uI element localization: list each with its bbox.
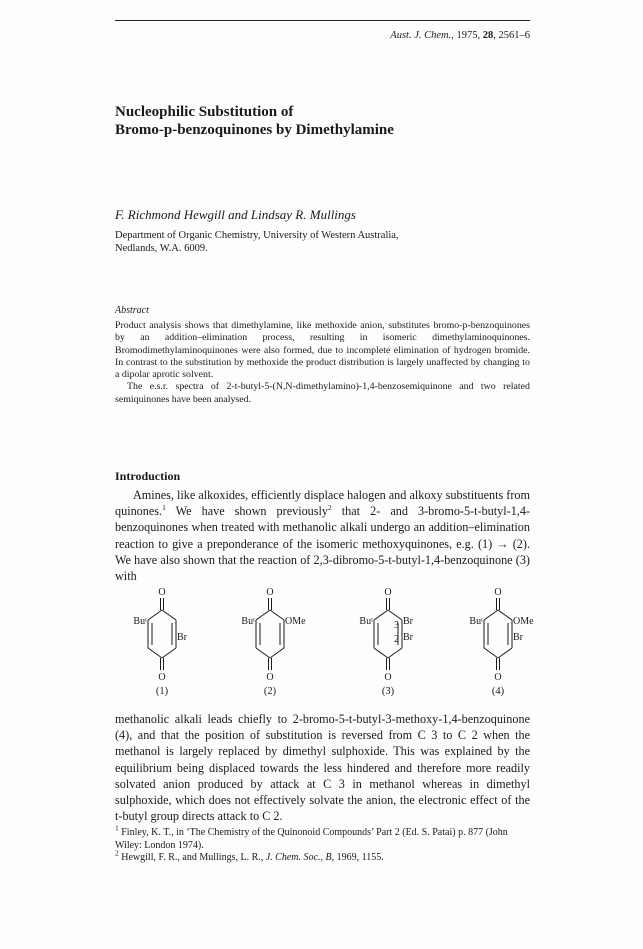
ring-bond	[148, 648, 162, 658]
ring-bond	[148, 610, 162, 620]
footnote-2-mark: 2	[115, 848, 119, 858]
ring-position-label: 2	[394, 634, 399, 645]
title-line-1: Nucleophilic Substitution of	[115, 104, 294, 120]
footnote-1-mark: 1	[115, 823, 119, 833]
journal-name: Aust. J. Chem.	[390, 30, 452, 41]
ring-bond	[498, 610, 512, 620]
ring-bond	[374, 648, 388, 658]
substituent-label: OMe	[513, 616, 534, 627]
ring-bond	[498, 648, 512, 658]
footnote-2	[115, 848, 530, 865]
ring-bond	[162, 610, 176, 620]
title-line-2: Bromo-p-benzoquinones by Dimethylamine	[115, 122, 394, 138]
ring-position-label: 3	[394, 620, 399, 631]
ring-bond	[388, 610, 402, 620]
compound-number: (3)	[381, 686, 395, 697]
substituent-label: OMe	[285, 616, 306, 627]
structures-svg	[133, 582, 580, 702]
abstract-body	[115, 320, 530, 406]
intro-p2-text: methanolic alkali leads chiefly to 2-bromo-5-t-butyl-3-methoxy-1,4-benzoquinone (4), and that the position of substitution is reversed from C 3 to C 2 when the methanol is largely replaced by dimethyl sulphoxide. This was explained by the equilibrium being displaced towards the less hindered and therefore more readily solvated anion produced by attack at C 3 in methanol whereas in dimethyl sulphoxide, which does not effectively solvate the anion, the electronic effect of the t-butyl group directs attack to C 2.	[115, 712, 530, 824]
compound-number: (1)	[155, 686, 169, 697]
abstract-heading: Abstract	[115, 305, 149, 316]
footnote-1-text: Finley, K. T., in ‘The Chemistry of the Quinonoid Compounds’ Part 2 (Ed. S. Patai) p. 877 (John Wiley: London 1974).	[115, 827, 508, 851]
footnote-2-text-a: Hewgill, F. R., and Mullings, L. R.,	[118, 852, 266, 863]
substituent-label: Buᵗ	[241, 616, 255, 627]
footnote-ref-1: 1	[162, 503, 166, 513]
carbonyl-oxygen-label: O	[494, 587, 502, 598]
substituent-label: Buᵗ	[133, 616, 147, 627]
footnotes	[115, 823, 530, 865]
article-title	[115, 103, 394, 139]
ring-bond	[256, 648, 270, 658]
abstract-paragraph-1: Product analysis shows that dimethylamine, like methoxide anion, substitutes bromo-p-benzoquinones by an addition–elimination process, resulting in isomeric dimethylaminoquinones. Bromodimethylaminoquinones were also formed, due to incomplete elimination of hydrogen bromide. In contrast to the substitution by methoxide the product distribution is largely unaffected by changing to a dipolar aprotic solvent.	[115, 320, 530, 381]
structure-figure	[133, 582, 580, 702]
footnote-ref-2: 2	[328, 503, 332, 513]
ring-bond	[270, 610, 284, 620]
author-affiliation	[115, 229, 399, 255]
carbonyl-oxygen-label: O	[158, 587, 166, 598]
substituent-label: Br	[177, 632, 187, 643]
carbonyl-oxygen-label: O	[494, 672, 502, 683]
intro-p1-part-b: We have shown previously	[165, 504, 328, 519]
affiliation-line-1: Department of Organic Chemistry, University of Western Australia,	[115, 230, 399, 241]
introduction-paragraph-2	[115, 711, 530, 824]
intro-p1-part-c: that 2- and 3-bromo-5-t-butyl-1,4-benzoquinones when treated with methanolic alkali undergo an addition–elimination reaction to give a preponderance of the isomeric methoxyquinones, e.g. (1) → (2). We have also shown that the reaction of 2,3-dibromo-5-t-butyl-1,4-benzoquinone (3) with	[115, 504, 530, 584]
ring-bond	[374, 610, 388, 620]
ring-bond	[256, 610, 270, 620]
carbonyl-oxygen-label: O	[384, 587, 392, 598]
ring-bond	[162, 648, 176, 658]
compound-number: (4)	[491, 686, 505, 697]
footnote-2-journal: J. Chem. Soc., B	[265, 852, 332, 863]
article-authors: F. Richmond Hewgill and Lindsay R. Mullings	[115, 207, 356, 222]
carbonyl-oxygen-label: O	[266, 587, 274, 598]
ring-bond	[484, 648, 498, 658]
intro-p1-part-a: Amines, like alkoxides, efficiently displace halogen and alkoxy substituents from quinones.	[115, 488, 530, 519]
footnote-2-text-b: , 1969, 1155.	[331, 852, 384, 863]
journal-pages: , 2561–6	[493, 30, 530, 41]
substituent-label: Br	[513, 632, 523, 643]
carbonyl-oxygen-label: O	[266, 672, 274, 683]
ring-bond	[484, 610, 498, 620]
substituent-label: Buᵗ	[359, 616, 373, 627]
header-rule	[115, 20, 530, 21]
introduction-heading: Introduction	[115, 469, 181, 483]
affiliation-line-2: Nedlands, W.A. 6009.	[115, 243, 208, 254]
introduction-paragraph-1	[115, 487, 530, 584]
substituent-label: Br	[403, 616, 413, 627]
journal-citation	[390, 30, 530, 41]
footnote-1	[115, 823, 530, 852]
carbonyl-oxygen-label: O	[158, 672, 166, 683]
ring-bond	[388, 648, 402, 658]
intro-p1-text	[115, 487, 530, 584]
carbonyl-oxygen-label: O	[384, 672, 392, 683]
compound-number: (2)	[263, 686, 277, 697]
journal-volume: 28	[482, 30, 494, 41]
journal-year: , 1975,	[451, 30, 483, 41]
substituent-label: Br	[403, 632, 413, 643]
ring-bond	[270, 648, 284, 658]
substituent-label: Buᵗ	[469, 616, 483, 627]
abstract-paragraph-2: The e.s.r. spectra of 2-t-butyl-5-(N,N-dimethylamino)-1,4-benzosemiquinone and two related semiquinones have been analysed.	[115, 381, 530, 405]
